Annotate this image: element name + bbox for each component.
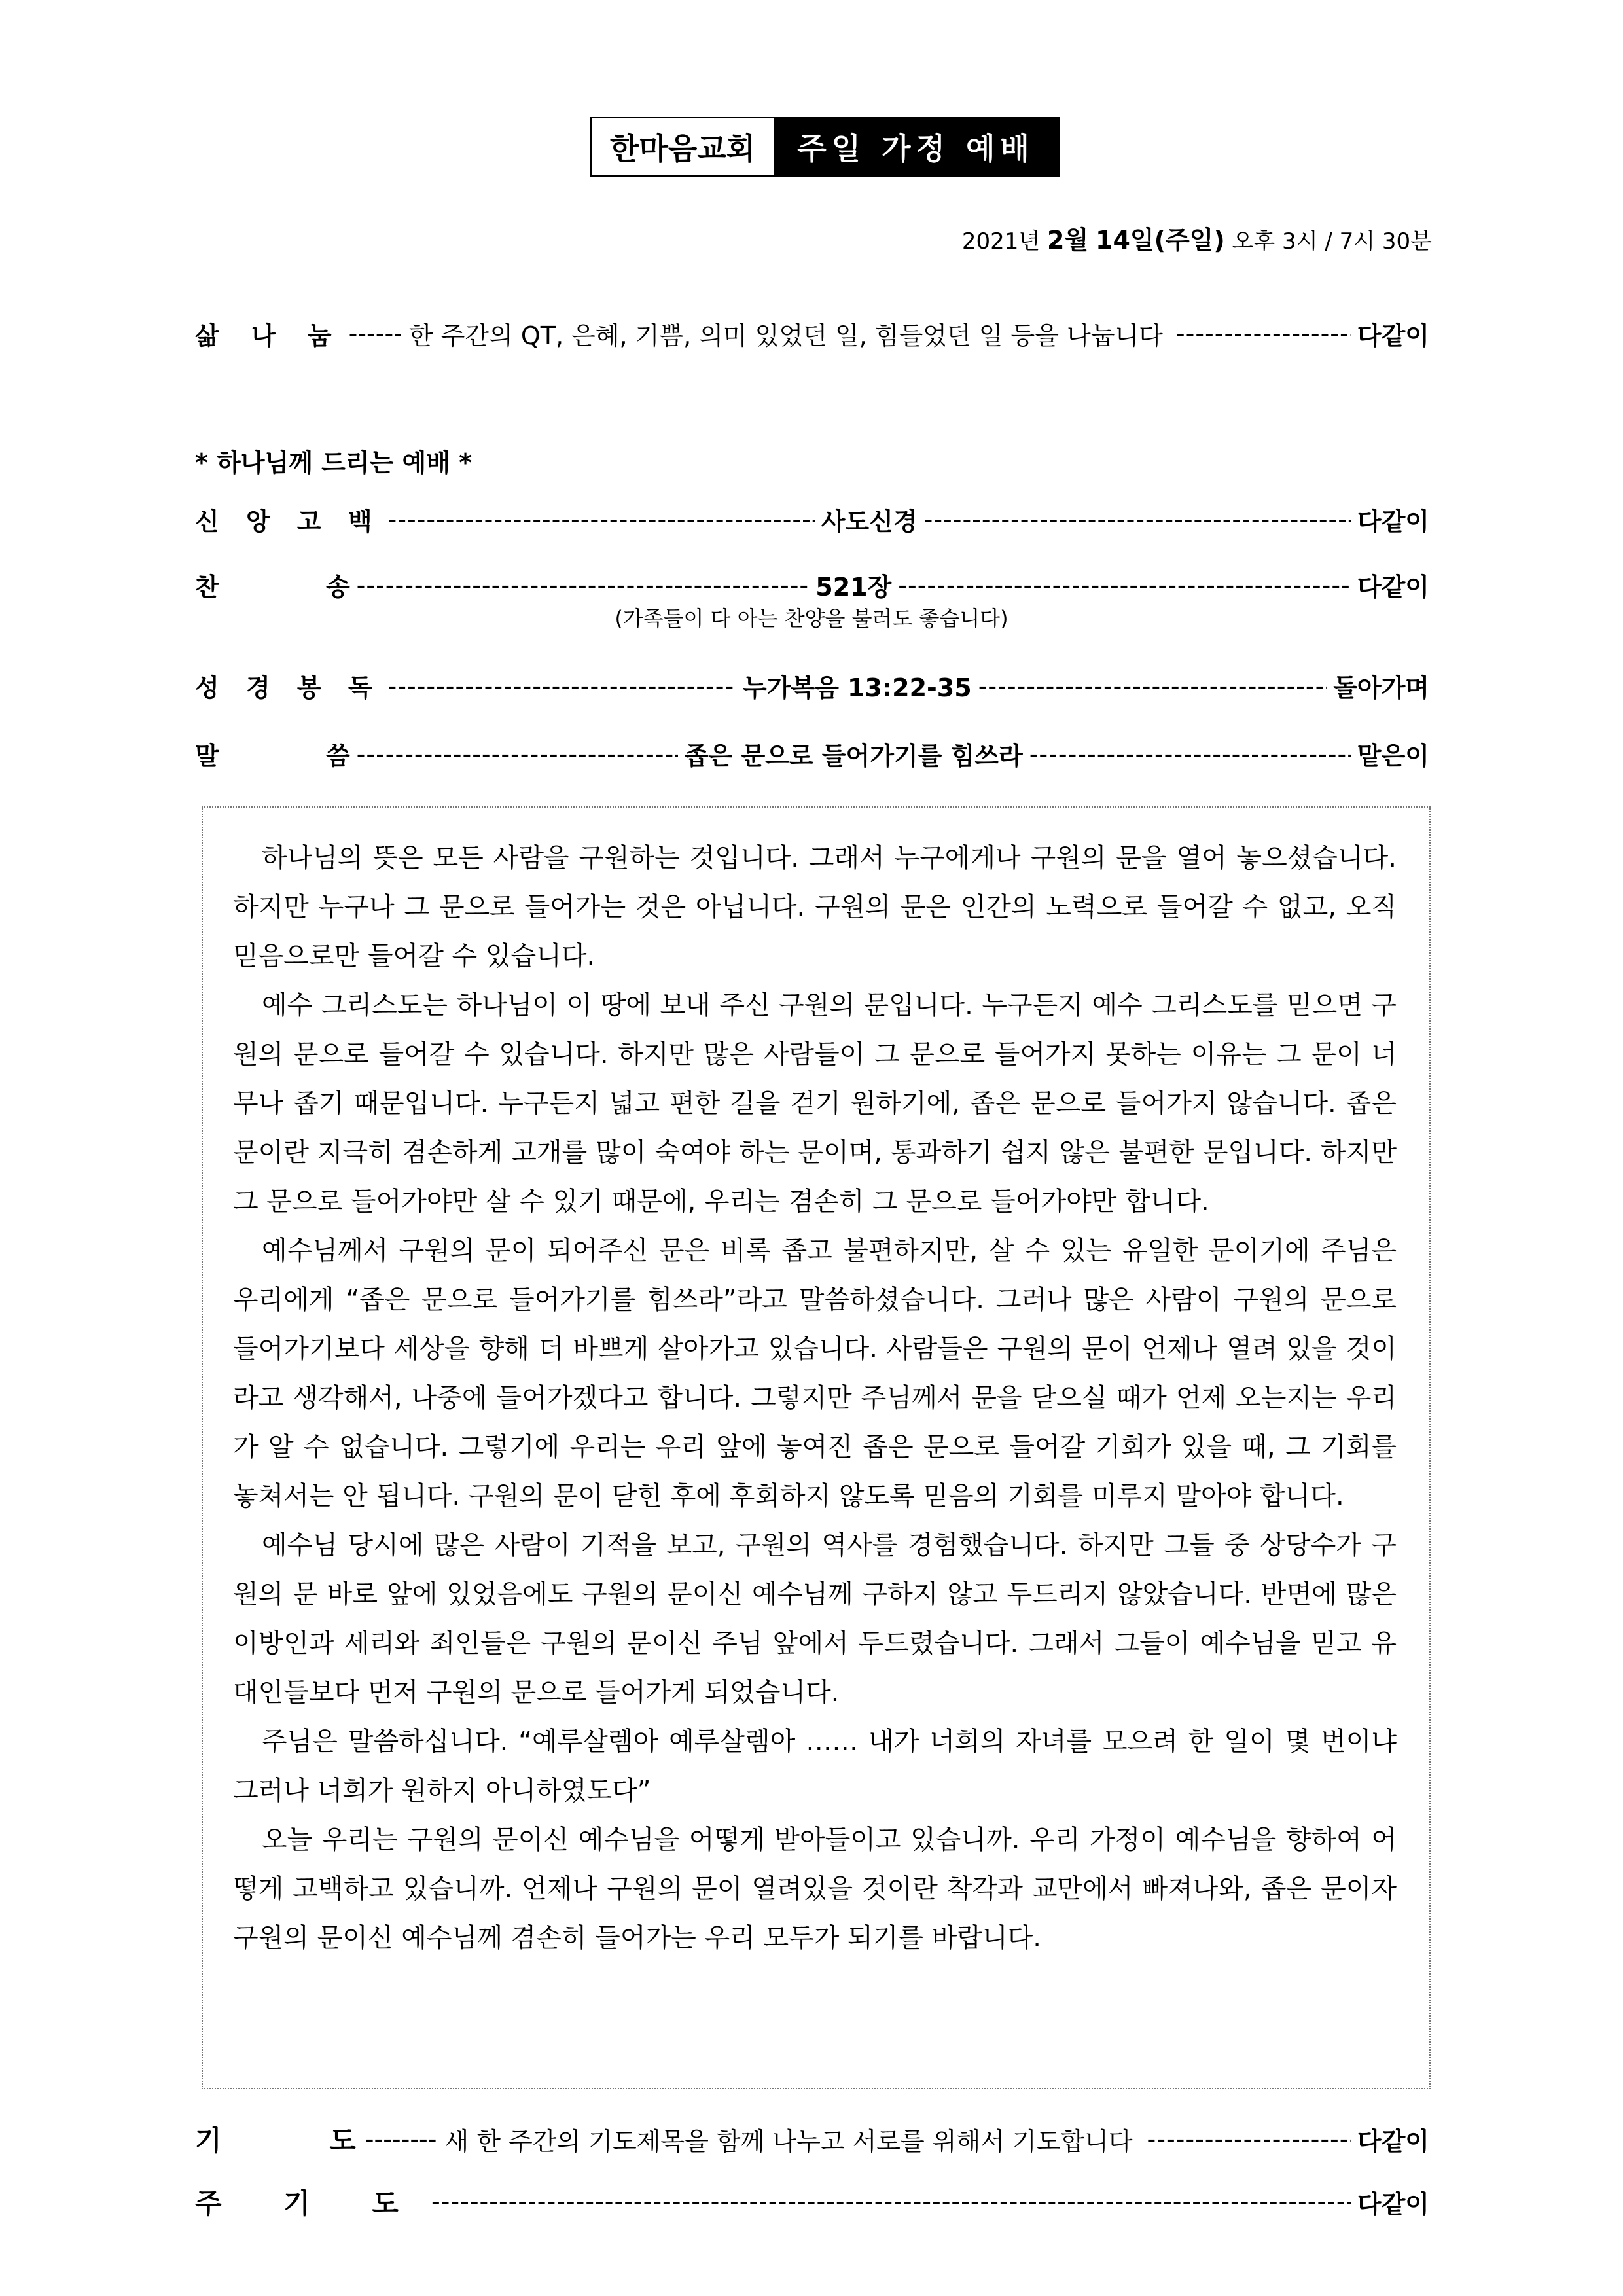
sermon-paragraph: 예수님께서 구원의 문이 되어주신 문은 비록 좁고 불편하지만, 살 수 있는 유일한 문이기에 주님은 우리에게 “좁은 문으로 들어가기를 힘쓰라”라고 말씀하셨습니다. 그러나 많은 사람이 구원의 문으로 들어가기보다 세상을 향해 더 바쁘게 살아가고 있습니다. 사람들은 구원의 문이 언제나 열려 있을 것이라고 생각해서, 나중에 들어가겠다고 합니다. 그렇지만 주님께서 문을 닫으실 때가 언제 오는지는 우리가 알 수 없습니다. 그렇기에 우리는 우리 앞에 놓여진 좁은 문으로 들어갈 기회가 있을 때, 그 기회를 놓쳐서는 안 됩니다. 구원의 문이 닫힌 후에 후회하지 않도록 믿음의 기회를 미루지 말아야 합니다. [233,1236,1397,1511]
service-date [962,220,1432,256]
hymn-label: 찬 송 [195,573,350,601]
reading-who: 돌아가며 [1333,673,1429,702]
sermon-paragraph: 주님은 말씀하십니다. “예루살렘아 예루살렘아 …… 내가 너희의 자녀를 모으려 한 일이 몇 번이냐 그러나 너희가 원하지 아니하였도다” [233,1727,1397,1806]
prayer-row: 기 도 -------- 새 한 주간의 기도제목을 함께 나누고 서로를 위해서 기도합니다 ----- 다같이 [195,2119,1429,2159]
sermon-paragraph: 하나님의 뜻은 모든 사람을 구원하는 것입니다. 그래서 누구에게나 구원의 문을 열어 놓으셨습니다. 하지만 누구나 그 문으로 들어가는 것은 아닙니다. 구원의 문은 인간의 노력으로 들어갈 수 없고, 오직 믿음으로만 들어갈 수 있습니다. [233,843,1397,971]
prayer-text: 새 한 주간의 기도제목을 함께 나누고 서로를 위해서 기도합니다 [444,2126,1133,2156]
reading-content: 누가복음 13:22-35 [743,673,972,702]
sharing-text: 한 주간의 QT, 은혜, 기쁨, 의미 있었던 일, 힘들었던 일 등을 나눕니다 [408,321,1163,350]
sermon-who: 맡은이 [1357,742,1429,770]
church-name: 한마음교회 [592,118,774,175]
sermon-row [195,736,1429,772]
hymn-note: (가족들이 다 아는 찬양을 불러도 좋습니다) [615,606,1008,631]
sermon-label: 말 씀 [195,742,350,770]
lords-prayer-who: 다같이 [1357,2189,1429,2219]
sermon-paragraph: 예수 그리스도는 하나님이 이 땅에 보내 주신 구원의 문입니다. 누구든지 예수 그리스도를 믿으면 구원의 문으로 들어갈 수 있습니다. 하지만 많은 사람들이 그 문으로 들어가지 못하는 이유는 그 문이 너무나 좁기 때문입니다. 누구든지 넓고 편한 길을 걷기 원하기에, 좁은 문으로 들어가지 않습니다. 좁은 문이란 지극히 겸손하게 고개를 많이 숙여야 하는 문이며, 통과하기 쉽지 않은 불편한 문입니다. 하지만 그 문으로 들어가야만 살 수 있기 때문에, 우리는 겸손히 그 문으로 들어가야만 합니다. [233,990,1397,1217]
sermon-paragraph: 오늘 우리는 구원의 문이신 예수님을 어떻게 받아들이고 있습니까. 우리 가정이 예수님을 향하여 어떻게 고백하고 있습니까. 언제나 구원의 문이 열려있을 것이란 착각과 교만에서 빠져나와, 좁은 문이자 구원의 문이신 예수님께 겸손히 들어가는 우리 모두가 되기를 바랍니다. [233,1825,1397,1953]
prayer-label: 기 도 [195,2125,356,2157]
hymn-row [195,567,1429,603]
sermon-paragraph: 예수님 당시에 많은 사람이 기적을 보고, 구원의 역사를 경험했습니다. 하지만 그들 중 상당수가 구원의 문 바로 앞에 있었음에도 구원의 문이신 예수님께 구하지 않고 두드리지 않았습니다. 반면에 많은 이방인과 세리와 죄인들은 구원의 문이신 주님 앞에서 두드렸습니다. 그래서 그들이 예수님을 믿고 유대인들보다 먼저 구원의 문으로 들어가게 되었습니다. [233,1530,1397,1708]
sermon-box [202,806,1431,2089]
sermon-title: 좁은 문으로 들어가기를 힘쓰라 [684,742,1023,770]
date-day: 14일(주일) [1096,226,1225,255]
sharing-who: 다같이 [1357,321,1429,350]
date-month: 2월 [1047,226,1089,255]
lords-prayer-label: 주 기 도 [195,2187,425,2219]
prayer-who: 다같이 [1357,2126,1429,2156]
date-time: 오후 3시 / 7시 30분 [1232,228,1432,255]
creed-label: 신 앙 고 백 [195,507,382,536]
date-year: 2021년 [961,228,1041,255]
reading-row [195,668,1429,704]
service-title: 주일 가정 예배 [774,118,1058,175]
hymn-content: 521장 [815,573,892,601]
worship-heading: * 하나님께 드리는 예배 * [195,448,473,477]
sharing-label: 삶 나 눔 [195,321,344,350]
creed-row [195,501,1429,537]
creed-who: 다같이 [1357,507,1429,536]
title-box [590,117,1060,177]
hymn-who: 다같이 [1357,573,1429,601]
sharing-row: 삶 나 눔 ------ 한 주간의 QT, 은혜, 기쁨, 의미 있었던 일, 힘들었던 일 등을 나눕니다 ----- 다같이 [195,315,1429,351]
creed-content: 사도신경 [821,507,918,536]
reading-label: 성 경 봉 독 [195,673,382,702]
lords-prayer-row [195,2182,1429,2221]
